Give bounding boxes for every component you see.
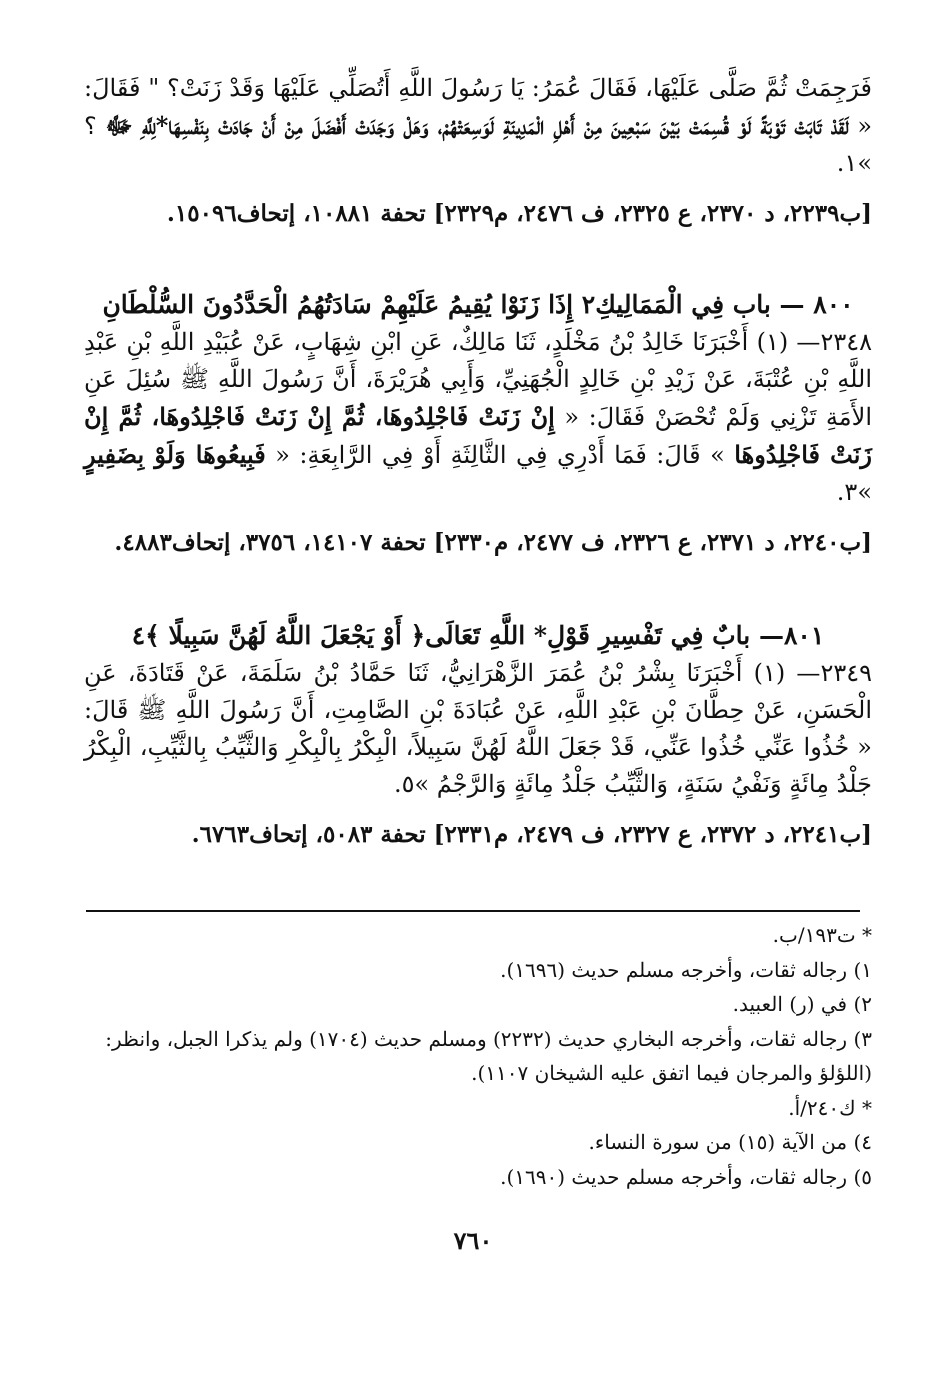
footnote: ٤) من الآية (١٥) من سورة النساء. [588,1130,872,1154]
chapter-heading-800: ٨٠٠ — باب فِي الْمَمَالِيكِ٢ إِذَا زَنَوْا يُقِيمُ عَلَيْهِمْ سَادَتُهُمُ الْحَدَّدُونَ السُّلْطَانِ [102,290,854,319]
hadith-text: » قَالَ: فَمَا أَدْرِي فِي الثَّالِثَةِ أَوْ فِي الرَّابِعَةِ: « [275,441,725,469]
footnote: ٥) رجاله ثقات، وأخرجه مسلم حديث (١٦٩٠). [500,1164,872,1189]
chapter-heading-801: ٨٠١— بابٌ فِي تَفْسِيرِ قَوْلِ* اللَّهِ تَعَالَى﴿ أَوْ يَجْعَلَ اللَّهُ لَهُنَّ سَبِيلًا ﴾٤ [131,621,825,650]
hadith-2349 [84,655,872,803]
hadith-quote-bold: فَبِيعُوهَا وَلَوْ بِضَفِيرٍ [84,440,266,469]
hadith-quote-bold: لَقَدْ تَابَتْ تَوْبَةً لَوْ قُسِمَتْ بَيْنَ سَبْعِينَ مِنْ أَهْلِ الْمَدِينَةِ لَوَسِعَتْهُمْ، وَهَلْ وَجَدَتْ أَفْضَلَ مِنْ أَنْ جَادَتْ بِنَفْسِهَا*لِلَّهِ ﷻ [105,111,849,140]
hadith-text-end: »٣. [836,478,872,506]
hadith-text-end: ؟ »١. [84,112,872,177]
footnote: ١) رجاله ثقات، وأخرجه مسلم حديث (١٦٩٦). [500,957,872,982]
footnote: * ك٢٤٠/أ. [788,1095,872,1120]
hadith-quote-bold: إِنْ زَنَتْ فَاجْلِدُوهَا، ثُمَّ إِنْ زَنَتْ فَاجْلِدُوهَا، ثُمَّ إِنْ زَنَتْ فَاجْلِدُوهَا [84,402,873,469]
footnote: * ت١٩٣/ب. [772,923,872,947]
hadith-reference: [ب٢٢٤١، د ٢٣٧٢، ع ٢٣٢٧، ف ٢٤٧٩، م٢٣٣١] تحفة ٥٠٨٣، إتحاف٦٧٦٣. [191,821,872,848]
hadith-reference: [ب٢٢٣٩، د ٢٣٧٠، ع ٢٣٢٥، ف ٢٤٧٦، م٢٣٢٩] تحفة ١٠٨٨١، إتحاف١٥٠٩٦. [166,200,872,227]
footnote-divider [86,910,860,912]
hadith-2348 [84,324,872,511]
hadith-2347-end [84,70,872,182]
footnotes [84,918,872,1194]
hadith-text: ٢٣٤٩— (١) أَخْبَرَنَا بِشْرُ بْنُ عُمَرَ الزَّهْرَانِيُّ، ثَنَا حَمَّادُ بْنُ سَلَمَةَ، عَنْ قَتَادَةَ، عَنِ الْحَسَنِ، عَنْ حِطَّانَ بْنِ عَبْدِ اللَّهِ، عَنْ عُبَادَةَ بْنِ الصَّامِتِ، أَنَّ رَسُولَ اللَّهِ ﷺ قَالَ: « خُذُوا عَنِّي خُذُوا عَنِّي، قَدْ جَعَلَ اللَّهُ لَهُنَّ سَبِيلاً، الْبِكْرُ بِالْبِكْرِ وَالثَّيِّبُ بِالثَّيِّبِ، الْبِكْرُ جَلْدُ مِائَةٍ وَنَفْيُ سَنَةٍ، وَالثَّيِّبُ جَلْدُ مِائَةٍ وَالرَّجْمُ »٥. [84,659,872,798]
hadith-reference: [ب٢٢٤٠، د ٢٣٧١، ع ٢٣٢٦، ف ٢٤٧٧، م٢٣٣٠] تحفة ١٤١٠٧، ٣٧٥٦، إتحاف٤٨٨٣. [114,529,872,556]
hadith-text: فَرَجِمَتْ ثُمَّ صَلَّى عَلَيْهَا، فَقَالَ عُمَرُ: يَا رَسُولَ اللَّهِ أَتُصَلِّي عَلَيْهَا وَقَدْ زَنَتْ؟ " فَقَالَ: « [84,74,872,140]
page-number: ٧٦٠ [453,1226,493,1255]
footnote: ٣) رجاله ثقات، وأخرجه البخاري حديث (٢٢٣٢) ومسلم حديث (١٧٠٤) ولم يذكرا الجبل، وانظر: (اللؤلؤ والمرجان فيما اتفق عليه الشيخان ١١٠٧). [105,1026,872,1085]
footnote: ٢) في (ر) العبيد. [732,992,872,1016]
hadith-text: ٢٣٤٨— (١) أَخْبَرَنَا خَالِدُ بْنُ مَخْلَدٍ، ثَنَا مَالِكٌ، عَنِ ابْنِ شِهَابٍ، عَنْ عُبَيْدِ اللَّهِ بْنِ عَبْدِ اللَّهِ بْنِ عُتْبَةَ، عَنْ زَيْدِ بْنِ خَالِدٍ الْجُهَنِيِّ، وَأَبِي هُرَيْرَةَ، أَنَّ رَسُولَ اللَّهِ ﷺ سُئِلَ عَنِ الأَمَةِ تَزْنِي وَلَمْ تُحْصَنْ فَقَالَ: « [84,328,872,431]
